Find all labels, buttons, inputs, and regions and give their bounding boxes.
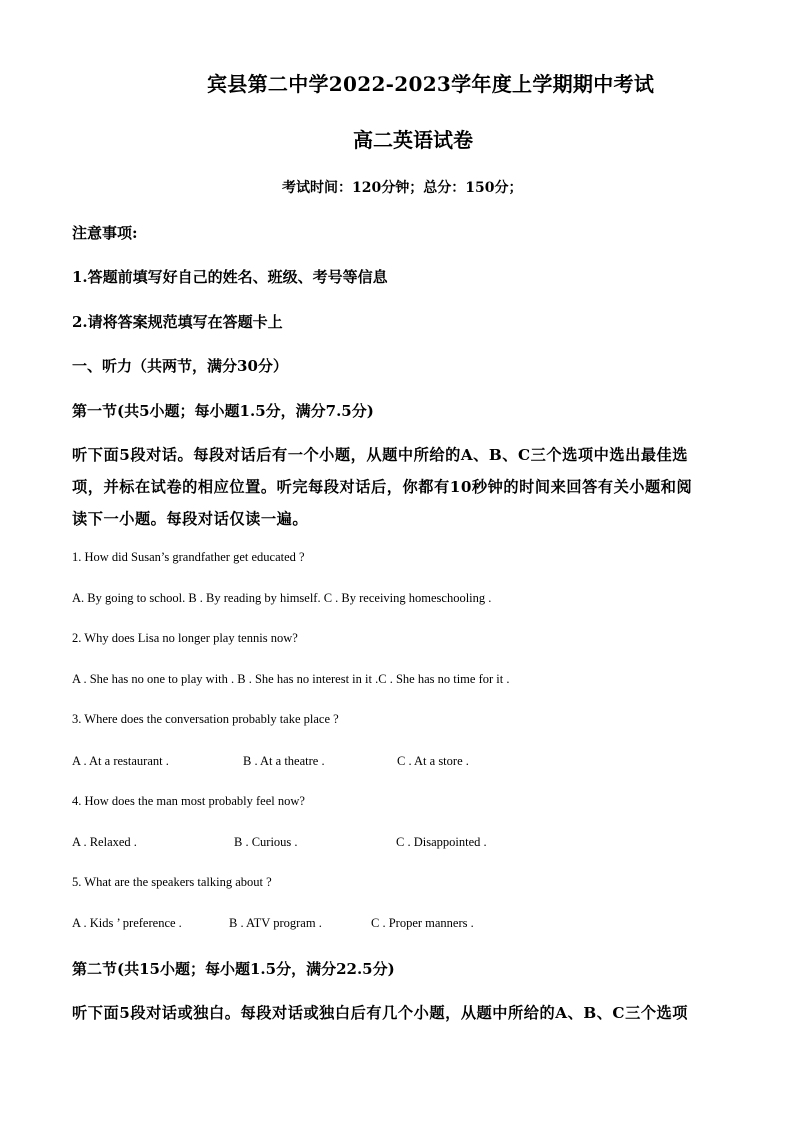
question-5-option-c: C . Proper manners . <box>371 916 474 930</box>
question-5-stem: 5. What are the speakers talking about ? <box>72 875 272 889</box>
exam-title: 宾县第二中学2022-2023学年度上学期期中考试 <box>207 72 655 96</box>
part1-instructions-line-3: 读下一小题。每段对话仅读一遍。 <box>72 510 309 528</box>
question-4-option-b: B . Curious . <box>234 835 298 849</box>
question-1-stem: 1. How did Susan’s grandfather get educated ? <box>72 550 305 564</box>
question-4-option-a: A . Relaxed . <box>72 835 137 849</box>
question-3-option-b: B . At a theatre . <box>243 754 325 768</box>
question-4-stem: 4. How does the man most probably feel now? <box>72 794 305 808</box>
question-2-stem: 2. Why does Lisa no longer play tennis now? <box>72 631 298 645</box>
exam-info: 考试时间：120分钟；总分：150分； <box>282 180 523 196</box>
question-4-option-c: C . Disappointed . <box>396 835 487 849</box>
part2-instructions-line-1: 听下面5段对话或独白。每段对话或独白后有几个小题，从题中所给的A、B、C三个选项 <box>72 1004 689 1022</box>
question-2-options: A . She has no one to play with . B . She has no interest in it .C . She has no time for it . <box>72 672 510 686</box>
question-3-option-a: A . At a restaurant . <box>72 754 169 768</box>
part2-heading: 第二节(共15小题；每小题1.5分，满分22.5分) <box>72 960 395 978</box>
part1-instructions-line-2: 项，并标在试卷的相应位置。听完每段对话后，你都有10秒钟的时间来回答有关小题和阅 <box>72 478 693 496</box>
part1-instructions-line-1: 听下面5段对话。每段对话后有一个小题，从题中所给的A、B、C三个选项中选出最佳选 <box>72 446 689 464</box>
question-3-option-c: C . At a store . <box>397 754 469 768</box>
note-item-2: 2.请将答案规范填写在答题卡上 <box>72 313 283 331</box>
section-heading-listening: 一、听力（共两节，满分30分） <box>72 357 288 375</box>
notes-heading: 注意事项: <box>72 224 138 242</box>
note-item-1: 1.答题前填写好自己的姓名、班级、考号等信息 <box>72 268 388 286</box>
question-5-option-b: B . ATV program . <box>229 916 322 930</box>
question-3-stem: 3. Where does the conversation probably take place ? <box>72 712 339 726</box>
question-1-options: A. By going to school. B . By reading by himself. C . By receiving homeschooling . <box>72 591 492 605</box>
question-5-option-a: A . Kids ’ preference . <box>72 916 182 930</box>
exam-subtitle: 高二英语试卷 <box>353 128 473 152</box>
part1-heading: 第一节(共5小题；每小题1.5分，满分7.5分) <box>72 402 374 420</box>
